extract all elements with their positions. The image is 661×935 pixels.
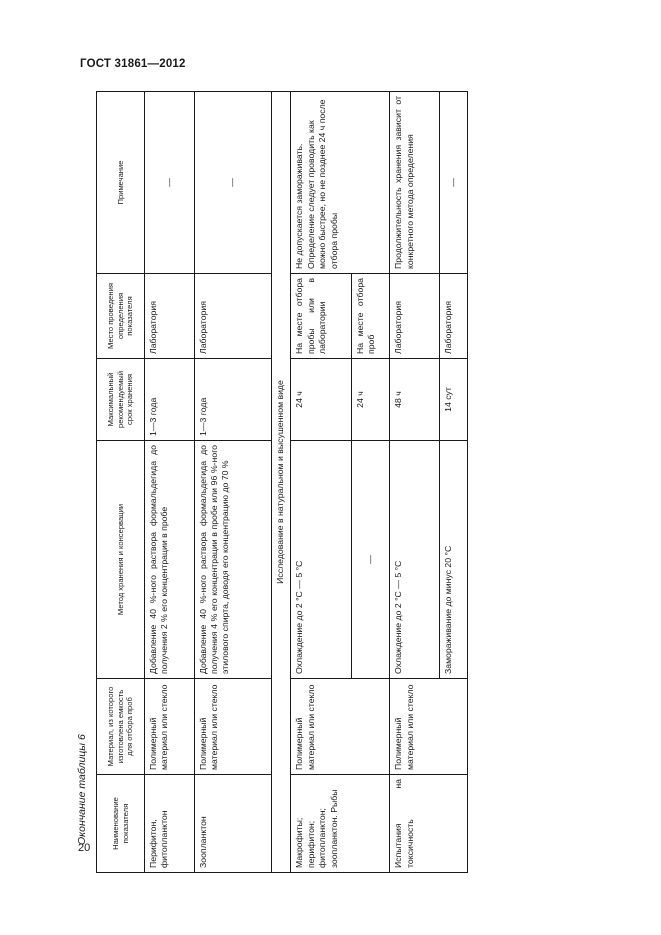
cell-name: Перифитон, фитопланктон [145, 775, 195, 873]
cell-method: Добавление 40 %-ного раствора формальдегида до получения 2 % его концентрации в пробе [145, 441, 195, 679]
section-row [272, 92, 291, 873]
col-header-term: Максимальный рекомендуемый срок хранения [97, 359, 145, 441]
cell-term: 24 ч [351, 359, 390, 441]
cell-method: — [351, 441, 390, 679]
cell-note: Не допускается замораживать. Определение следует проводить как можно быстрее, но не позднее 24 ч после отбора пробы [291, 92, 390, 274]
col-header-place: Место проведения определения показателя [97, 274, 145, 359]
cell-material: Полимерный материал или стекло [145, 679, 195, 775]
rotated-table-wrapper [96, 92, 468, 873]
cell-place: Лаборатория [390, 274, 440, 359]
cell-term: 14 сут [439, 359, 467, 441]
cell-note: Продолжительность хранения зависит от конкретного метода определения [390, 92, 440, 274]
cell-method: Охлаждение до 2 °С — 5 °С [291, 441, 351, 679]
cell-method: Замораживание до минус 20 °С [439, 441, 467, 679]
cell-material: Полимерный материал или стекло [291, 679, 390, 775]
col-header-material: Материал, из которого изготовлена емкость для отбора проб [97, 679, 145, 775]
cell-method: Охлаждение до 2 °С — 5 °С [390, 441, 440, 679]
col-header-name: Наименование показателя [97, 775, 145, 873]
cell-term: 1—3 года [145, 359, 195, 441]
cell-place: На месте отбора пробы или в лаборатории [291, 274, 351, 359]
page-number: 20 [78, 842, 91, 854]
document-code: ГОСТ 31861—2012 [80, 58, 186, 70]
cell-material: Полимерный материал или стекло [194, 679, 272, 775]
table-row [145, 92, 195, 873]
cell-note: — [194, 92, 272, 274]
table-caption: Окончание таблицы 6 [76, 734, 88, 845]
cell-name: Макрофиты; перифитон; фитопланктон; зоопланктон. Рыбы [291, 775, 390, 873]
section-title: Исследование в натуральном и высушенном виде [272, 92, 291, 873]
table-row [390, 92, 440, 873]
col-header-method: Метод хранения и консервации [97, 441, 145, 679]
cell-place: На месте отбора проб [351, 274, 390, 359]
table-header-row [97, 92, 145, 873]
cell-term: 48 ч [390, 359, 440, 441]
cell-place: Лаборатория [439, 274, 467, 359]
cell-name: Испытания на токсичность [390, 775, 468, 873]
cell-place: Лаборатория [145, 274, 195, 359]
col-header-note: Примечание [97, 92, 145, 274]
cell-method: Добавление 40 %-ного раствора формальдегида до получения 4 % его концентрации в пробе или 96 %-ного этилового спирта, доводя его концентрацию до 70 % [194, 441, 272, 679]
cell-term: 24 ч [291, 359, 351, 441]
cell-note: — [439, 92, 467, 274]
table-row [291, 92, 351, 873]
cell-material: Полимерный материал или стекло [390, 679, 468, 775]
storage-table [96, 91, 468, 873]
cell-name: Зоопланктон [194, 775, 272, 873]
table-row [194, 92, 272, 873]
cell-note: — [145, 92, 195, 274]
cell-term: 1—3 года [194, 359, 272, 441]
cell-place: Лаборатория [194, 274, 272, 359]
